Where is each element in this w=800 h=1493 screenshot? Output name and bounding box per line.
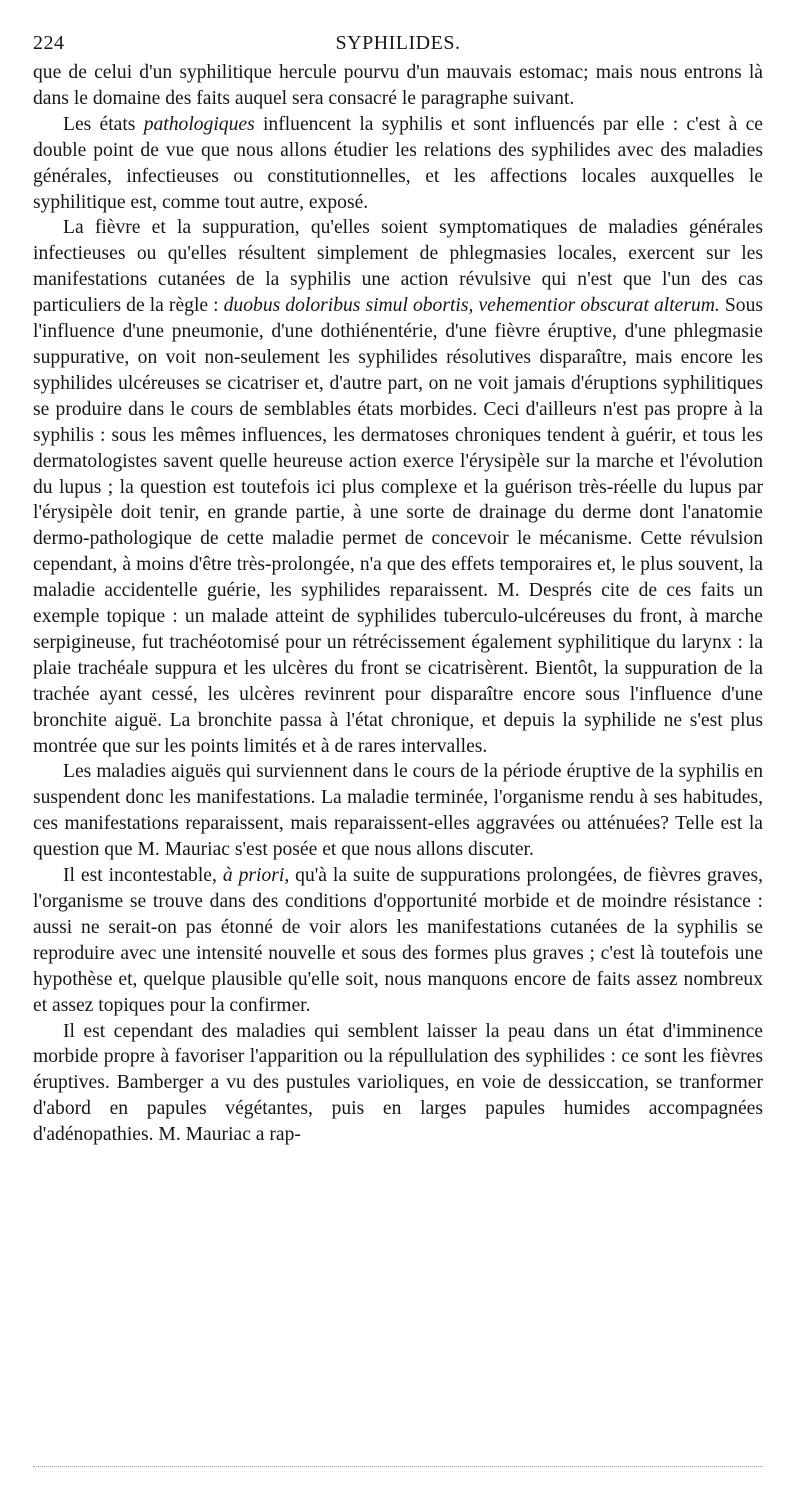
body-text <box>33 60 763 1148</box>
text-segment: influencent la syphilis et sont influencés par elle : c'est à ce double point de vue que nous allons étudier les relations des syphilides avec des maladies générales, infectieuses ou constitutionnelles, et les affections locales auxquelles le syphilitique est, comme tout autre, exposé. <box>33 113 763 213</box>
paragraph-1 <box>33 60 763 112</box>
book-page <box>33 26 763 1148</box>
text-segment: Il est incontestable, <box>63 865 223 887</box>
text-segment: que de celui d'un syphilitique hercule pourvu d'un mauvais estomac; mais nous entrons là dans le domaine des faits auquel sera consacré le paragraphe suivant. <box>33 62 763 109</box>
page-header <box>33 26 763 60</box>
running-title: SYPHILIDES. <box>335 32 461 54</box>
text-segment: Il est cependant des maladies qui semblent laisser la peau dans un état d'imminence morbide propre à favoriser l'apparition ou la répullulation des syphilides : ce sont les fièvres éruptives. Bamberger a vu des pustules varioliques, en voie de dessiccation, se tranformer d'abord en papules végétantes, puis en larges papules humides accompagnées d'adénopathies. M. Mauriac a rap- <box>33 1020 763 1146</box>
latin-quotation: duobus doloribus simul obortis, vehementior obscurat alterum. <box>223 295 720 317</box>
text-segment: Les états <box>63 113 144 135</box>
paragraph-4 <box>33 759 763 863</box>
page-number: 224 <box>33 32 65 54</box>
text-segment: , qu'à la suite de suppurations prolongées, de fièvres graves, l'organisme se trouve dans des conditions d'opportunité morbide et de moindre résistance : aussi ne serait-on pas étonné de voir alors les manifestations cutanées de la syphilis se reproduire avec une intensité nouvelle et sous des formes plus graves ; c'est là toutefois une hypothèse et, quelque plausible qu'elle soit, nous manquons encore de faits assez nombreux et assez topiques pour la confirmer. <box>33 865 764 1016</box>
text-segment: Sous l'influence d'une pneumonie, d'une dothiénentérie, d'une fièvre éruptive, d'une phlegmasie suppurative, on voit non-seulement les syphilides résolutives disparaître, mais encore les syphilides ulcéreuses se cicatriser et, d'autre part, on ne voit jamais d'éruptions syphilitiques se produire dans le cours de semblables états morbides. Ceci d'ailleurs n'est pas propre à la syphilis : sous les mêmes influences, les dermatoses chroniques tendent à guérir, et tous les dermatologistes savent quelle heureuse action exerce l'érysipèle sur la marche et l'évolution du lupus ; la question est toutefois ici plus complexe et la guérison très-réelle du lupus par l'érysipèle doit tenir, en grande partie, à une sorte de drainage du derme dont l'anatomie dermo-pathologique de cette maladie permet de concevoir le mécanisme. Cette révulsion cependant, à moins d'être très-prolongée, n'a que des effets temporaires et, le plus souvent, la maladie accidentelle guérie, les syphilides reparaissent. M. Després cite de ces faits un exemple topique : un malade atteint de syphilides tuberculo-ulcéreuses du front, à marche serpigineuse, fut trachéotomisé pour un rétrécissement également syphilitique du larynx : la plaie trachéale suppura et les ulcères du front se cicatrisèrent. Bientôt, la suppuration de la trachée ayant cessé, les ulcères revinrent pour disparaître encore sous l'influence d'une bronchite aiguë. La bronchite passa à l'état chronique, et depuis la syphilide ne s'est plus montrée que sur les points limités et à de rares intervalles. <box>33 295 763 757</box>
italic-term: à priori <box>222 865 285 887</box>
text-segment: La fièvre et la suppuration, qu'elles soient symptomatiques de maladies générales infectieuses ou qu'elles résultent simplement de phlegmasies locales, exercent sur les manifestations cutanées de la syphilis une action révulsive qui n'est que l'un des cas particuliers de la règle : <box>33 217 763 317</box>
footer-rule <box>33 1466 763 1467</box>
paragraph-3 <box>33 215 763 759</box>
text-segment: Les maladies aiguës qui surviennent dans le cours de la période éruptive de la syphilis en suspendent donc les manifestations. La maladie terminée, l'organisme rendu à ses habitudes, ces manifestations reparaissent, mais reparaissent-elles aggravées ou atténuées? Telle est la question que M. Mauriac s'est posée et que nous allons discuter. <box>33 761 763 861</box>
paragraph-5 <box>33 863 763 1018</box>
paragraph-6 <box>33 1019 763 1149</box>
paragraph-2 <box>33 112 763 216</box>
italic-term: pathologiques <box>143 113 255 135</box>
